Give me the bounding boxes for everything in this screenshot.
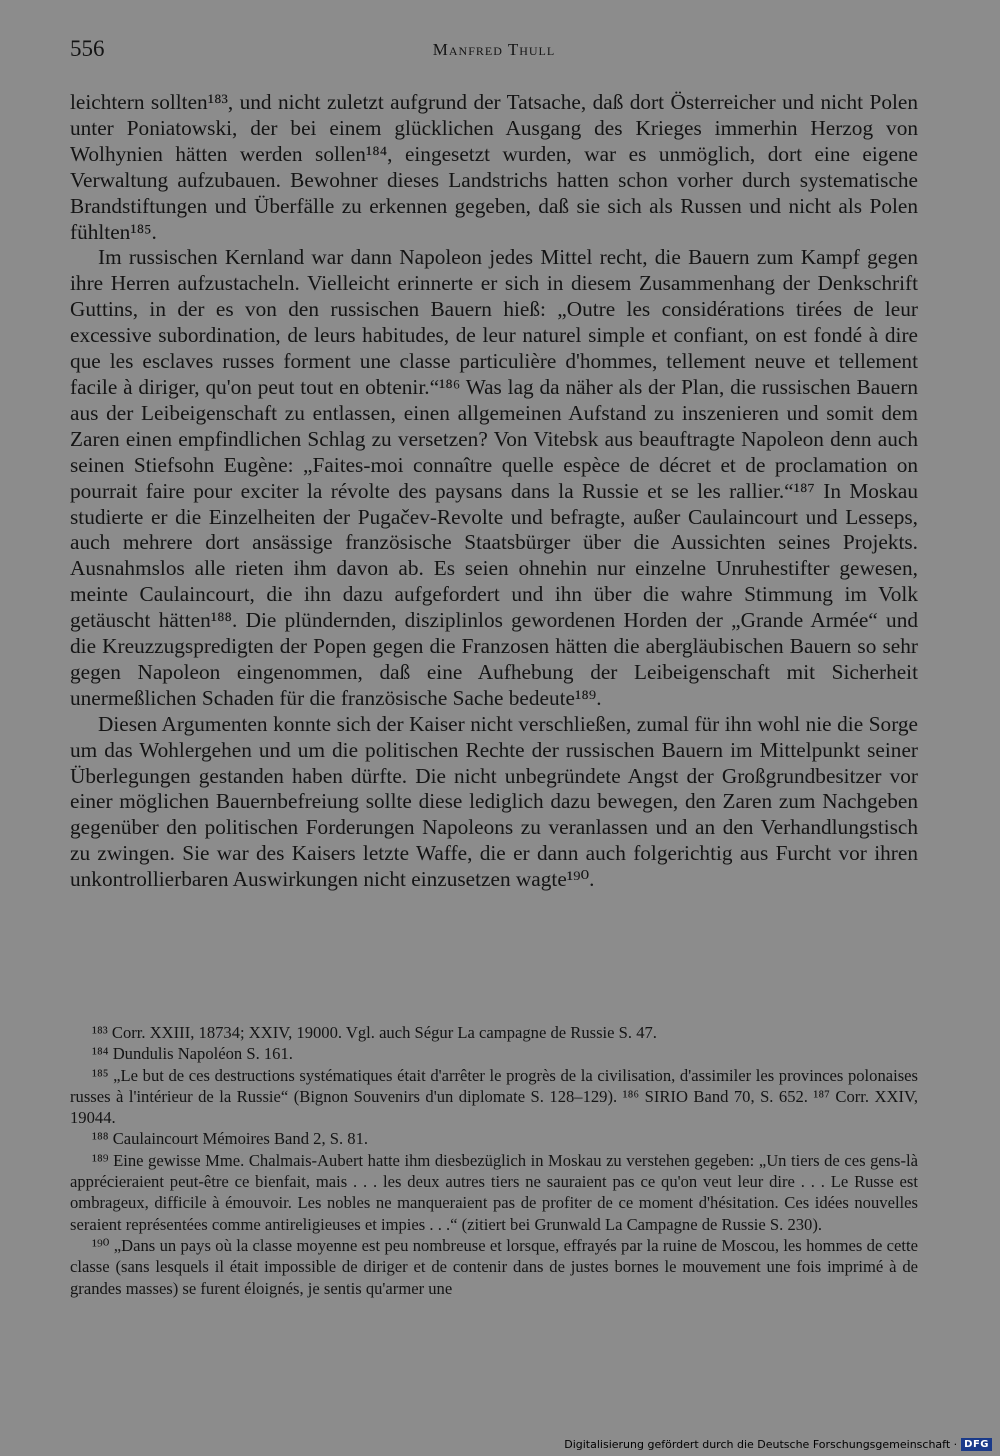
paragraph: leichtern sollten¹⁸³, und nicht zuletzt aufgrund der Tatsache, daß dort Österreicher und nicht Polen unter Poniatowski, der bei einem glücklichen Ausgang des Krieges immerhin Herzog von Wolhynien hätten werden sollen¹⁸⁴, eingesetzt wurden, war es unmöglich, dort eine eigene Verwaltung aufzubauen. Bewohner dieses Landstrichs hatten schon vorher durch systematische Brandstiftungen und Überfälle zu erkennen gegeben, daß sie sich als Russen und nicht als Polen fühlten¹⁸⁵. — [70, 90, 918, 244]
footnote: ¹⁹⁰ „Dans un pays où la classe moyenne est peu nombreuse et lorsque, effrayés par la ruine de Moscou, les hommes de cette classe (sans lesquels il était impossible de diriger et de contenir dans de justes bornes le mouvement une fois imprimé à de grandes masses) se furent éloignés, je sentis qu'armer une — [70, 1235, 918, 1298]
footnote: ¹⁸³ Corr. XXIII, 18734; XXIV, 19000. Vgl. auch Ségur La campagne de Russie S. 47. — [92, 1023, 657, 1042]
footnote: ¹⁸⁹ Eine gewisse Mme. Chalmais-Aubert hatte ihm diesbezüglich in Moskau zu verstehen gegeben: „Un tiers de ces gens-là apprécieraient peut-être ce bienfait, mais . . . les deux autres tiers ne sauraient pas ce qu'on veut leur dire . . . Le Russe est ombrageux, difficile à émouvoir. Les nobles ne manqueraient pas de profiter de ce moment d'hésitation. Ces idées nouvelles seraient représentées comme antireligieuses et impies . . .“ (zitiert bei Grunwald La Campagne de Russie S. 230). — [70, 1150, 918, 1234]
footnote: ¹⁸⁴ Dundulis Napoléon S. 161. — [92, 1044, 293, 1064]
digitization-footer — [564, 1436, 992, 1452]
page-header — [70, 36, 918, 66]
dfg-logo: DFG — [961, 1438, 992, 1451]
page-number: 556 — [70, 36, 105, 61]
footnote: ¹⁸⁸ Caulaincourt Mémoires Band 2, S. 81. — [92, 1129, 369, 1149]
footnotes — [70, 1022, 918, 1299]
running-head: Manfred Thull — [432, 40, 556, 59]
main-text — [70, 90, 918, 893]
paragraph: Diesen Argumenten konnte sich der Kaiser nicht verschließen, zumal für ihn wohl nie die Sorge um das Wohlergehen und um die politischen Rechte der russischen Bauern im Mittelpunkt seiner Überlegungen gestanden haben dürfte. Die nicht unbegründete Angst der Großgrundbesitzer vor einer möglichen Bauernbefreiung sollte diese lediglich dazu bewegen, den Zaren zum Nachgeben gegenüber den politischen Forderungen Napoleons zu veranlassen und an den Verhandlungstisch zu zwingen. Sie war des Kaisers letzte Waffe, die er dann auch folgerichtig aus Furcht vor ihren unkontrollierbaren Auswirkungen nicht einzusetzen wagte¹⁹⁰. — [70, 711, 918, 892]
footer-text: Digitalisierung gefördert durch die Deutsche Forschungsgemeinschaft · — [564, 1437, 958, 1451]
paragraph: Im russischen Kernland war dann Napoleon jedes Mittel recht, die Bauern zum Kampf gegen ihre Herren aufzustacheln. Vielleicht erinnerte er sich in diesem Zusammenhang der Denkschrift Guttins, in der es von den russischen Bauern hieß: „Outre les considérations tirées de leur excessive subordination, de leurs habitudes, de leur naturel simple et confiant, on est fondé à dire que les esclaves russes forment une classe particulière d'hommes, tellement neuve et tellement facile à diriger, qu'on peut tout en obtenir.“¹⁸⁶ Was lag da näher als der Plan, die russischen Bauern aus der Leibeigenschaft zu entlassen, einen allgemeinen Aufstand zu inszenieren und somit dem Zaren einen empfindlichen Schlag zu versetzen? Von Vitebsk aus beauftragte Napoleon denn auch seinen Stiefsohn Eugène: „Faites-moi connaître quelle espèce de décret et de proclamation on pourrait faire pour exciter la révolte des paysans dans la Russie et se les rallier.“¹⁸⁷ In Moskau studierte er die Einzelheiten der Pugačev-Revolte und befragte, außer Caulaincourt und Lesseps, auch mehrere dort ansässige französische Staatsbürger über die Aussichten seines Projekts. Ausnahmslos alle rieten ihm davon ab. Es seien ohnehin nur einzelne Unruhestifter gewesen, meinte Caulaincourt, die ihn dazu aufgefordert und ihn über die wahre Stimmung im Volk getäuscht hätten¹⁸⁸. Die plündernden, disziplinlos gewordenen Horden der „Grande Armée“ und die Kreuzzugspredigten der Popen gegen die Franzosen hätten die abergläubischen Bauern so sehr gegen Napoleon eingenommen, daß eine Aufhebung der Leibeigenschaft mit Sicherheit unermeßlichen Schaden für die französische Sache bedeute¹⁸⁹. — [70, 245, 918, 710]
footnote: ¹⁸⁵ „Le but de ces destructions systématiques était d'arrêter le progrès de la civilisation, d'assimiler les provinces polonaises russes à l'intérieur de la Russie“ (Bignon Souvenirs d'un diplomate S. 128–129). ¹⁸⁶ SIRIO Band 70, S. 652. ¹⁸⁷ Corr. XXIV, 19044. — [70, 1065, 918, 1128]
